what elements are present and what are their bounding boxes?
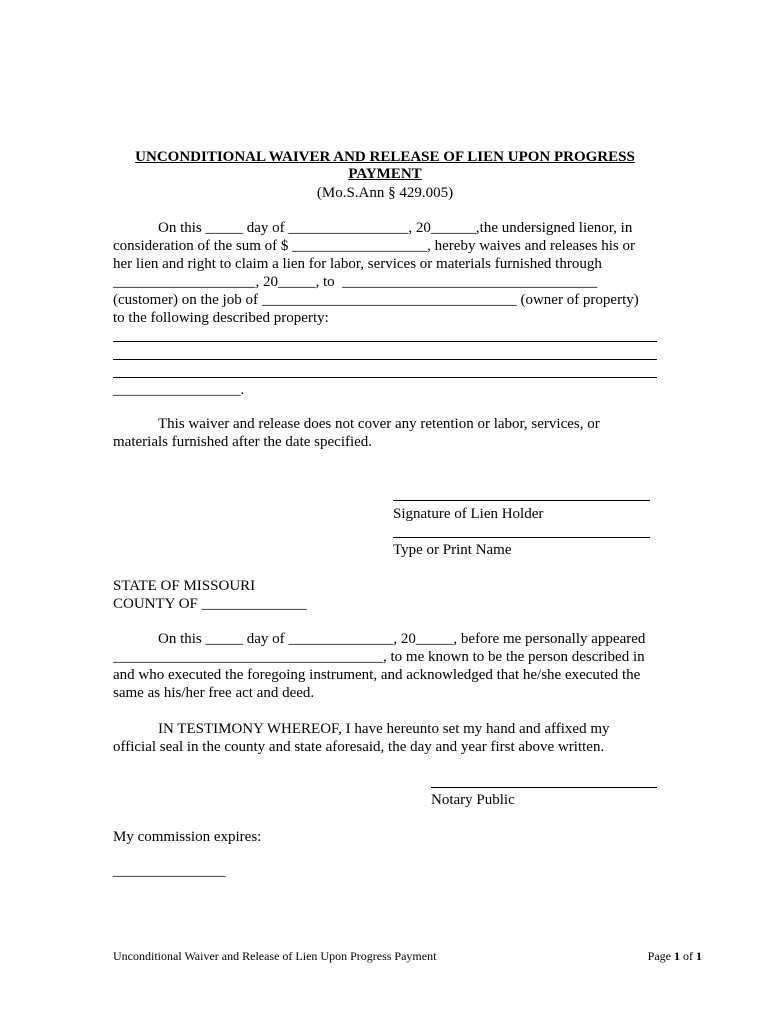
para3-line1: On this _____ day of ______________, 20_____, before me personally appeared [158, 631, 646, 647]
commission-blank[interactable]: _______________ [113, 863, 226, 879]
document-title-line2: PAYMENT [348, 166, 422, 182]
footer-page-total: 1 [696, 949, 702, 963]
para1-line2: consideration of the sum of $ __________________, hereby waives and releases his or [113, 238, 635, 254]
para1-line6: to the following described property: [113, 310, 329, 326]
para1-line4: ___________________, 20_____, to __________________________________ [113, 274, 598, 290]
notary-signature-line[interactable] [431, 787, 657, 788]
state-heading: STATE OF MISSOURI [113, 578, 256, 594]
document-title-line1: UNCONDITIONAL WAIVER AND RELEASE OF LIEN UPON PROGRESS [135, 149, 635, 165]
property-blank-line1[interactable] [113, 341, 657, 342]
para1-line5: (customer) on the job of __________________________________ (owner of property) [113, 292, 639, 308]
para4-line1: IN TESTIMONY WHEREOF, I have hereunto set my hand and affixed my [158, 721, 610, 737]
statute-citation: (Mo.S.Ann § 429.005) [316, 185, 454, 201]
print-name-line[interactable] [393, 537, 650, 538]
footer-page-prefix: Page [647, 949, 674, 963]
para4-line2: official seal in the county and state aforesaid, the day and year first above written. [113, 739, 605, 755]
para3-line4: same as his/her free act and deed. [113, 685, 315, 701]
para1-line1: On this _____ day of ________________, 20______,the undersigned lienor, in [158, 220, 633, 236]
signature-label: Signature of Lien Holder [393, 506, 544, 522]
footer-doc-name: Unconditional Waiver and Release of Lien Upon Progress Payment [113, 949, 437, 963]
para2-line2: materials furnished after the date specified. [113, 434, 373, 450]
footer-page-number [648, 949, 702, 963]
footer-page-current: 1 [674, 949, 680, 963]
para2-line1: This waiver and release does not cover any retention or labor, services, or [158, 416, 600, 432]
county-heading: COUNTY OF ______________ [113, 596, 307, 612]
para1-line3: her lien and right to claim a lien for labor, services or materials furnished through [113, 256, 602, 272]
property-blank-end: _________________. [113, 382, 245, 398]
para3-line2: ____________________________________, to me known to be the person described in [113, 649, 645, 665]
property-blank-line3[interactable] [113, 377, 657, 378]
notary-label: Notary Public [431, 792, 515, 808]
footer-page-of: of [680, 949, 696, 963]
para3-line3: and who executed the foregoing instrument, and acknowledged that he/she executed the [113, 667, 641, 683]
commission-label: My commission expires: [113, 829, 262, 845]
property-blank-line2[interactable] [113, 359, 657, 360]
signature-line[interactable] [393, 500, 650, 501]
print-name-label: Type or Print Name [393, 542, 512, 558]
